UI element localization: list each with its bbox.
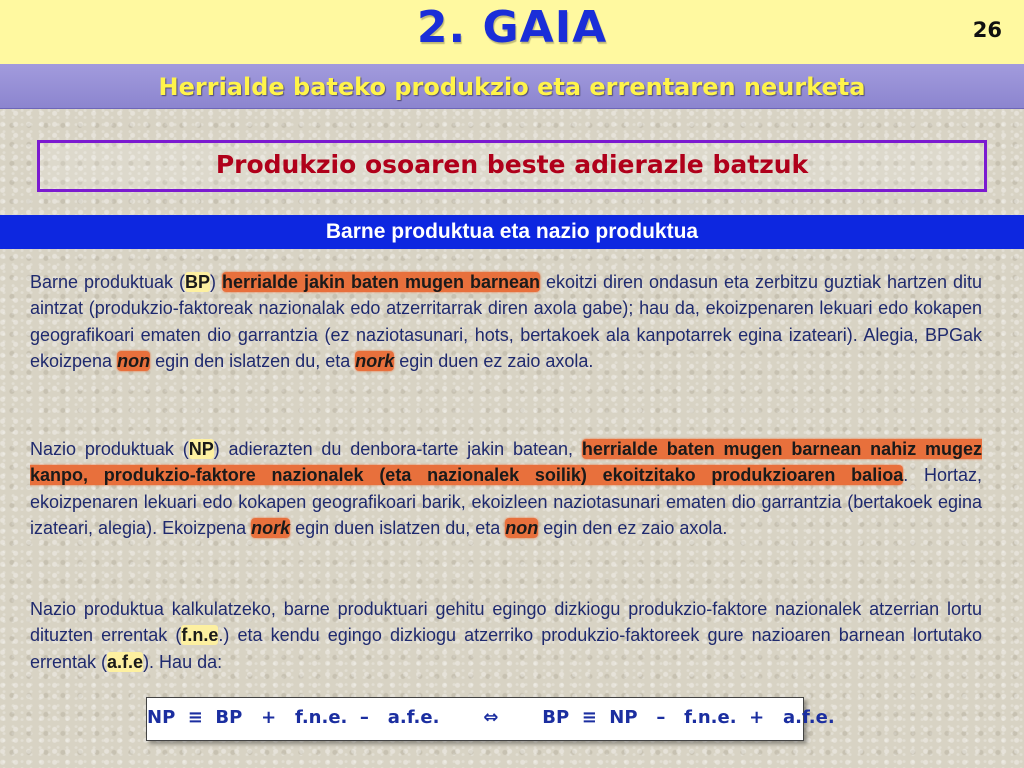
formula-box <box>146 697 835 741</box>
paragraph-nazio-produktua <box>30 436 982 541</box>
paragraph-barne-produktua <box>30 269 982 374</box>
subtitle: Herrialde bateko produkzio eta errentaren neurketa <box>158 73 866 101</box>
highlight-afe: a.f.e <box>107 651 144 672</box>
text: egin den ez zaio axola. <box>538 517 728 538</box>
text: ). Hau da: <box>143 651 223 672</box>
highlight-bp: BP <box>185 272 211 292</box>
highlight-mugen-barnean: herrialde jakin baten mugen barnean <box>222 272 540 292</box>
highlight-nork: nork <box>251 517 291 538</box>
section-title: Produkzio osoaren beste adierazle batzuk <box>215 150 809 179</box>
text: egin duen ez zaio axola. <box>394 350 594 371</box>
section-heading-box <box>37 140 987 192</box>
highlight-np-definition: herrialde baten mugen barnean nahiz mugez kanpo, produkzio-faktore nazionalek (eta nazionalek soilik) ekoitzitako produkzioaren balioa <box>30 439 983 486</box>
text: Nazio produktua kalkulatzeko, barne produktuari gehitu egingo dizkiogu produkzio-faktore nazionalek atzerrian lortu dituzten errentak ( <box>30 599 982 646</box>
text: .) eta kendu egingo dizkiogu atzerriko produkzio-faktoreek gure nazioaren barnean lortutako errentak ( <box>30 625 982 672</box>
text: Nazio produktuak ( <box>30 439 189 459</box>
text: ekoitzi diren ondasun eta zerbitzu guztiak hartzen ditu aintzat (produkzio-faktoreak nazionalak edo atzerritarrak diren axola gabe); hau da, ekoizpenaren lekuari edo kokapen geografikoari ematen dio garrantzia (ez naziotasunari, hots, bertakoek ala kanpotarrek egina izateari). Alegia, BPGak ekoizpena <box>30 272 982 371</box>
highlight-non: non <box>117 350 151 371</box>
highlight-non: non <box>505 517 539 538</box>
topic-title: Barne produktua eta nazio produktua <box>325 220 699 243</box>
text: . Hortaz, ekoizpenaren lekuari edo kokapen geografikoari barik, ekoizleen naziotasunari ematen dio garrantzia (bertakoek egina izateari, alegia). Ekoizpena <box>30 465 982 538</box>
slide-number: 26 <box>972 18 1002 42</box>
highlight-np: NP <box>188 439 214 459</box>
highlight-nork: nork <box>355 350 395 371</box>
subtitle-bar <box>0 64 1024 109</box>
formula-text: NP ≡ BP + f.n.e. – a.f.e. ⇔ BP ≡ NP – f.n.e. + a.f.e. <box>147 707 835 728</box>
paragraph-kalkulua <box>30 596 982 675</box>
text: ) <box>210 272 223 292</box>
text: egin duen islatzen du, eta <box>290 517 506 538</box>
highlight-fne: f.n.e <box>181 625 219 646</box>
text: Barne produktuak ( <box>30 272 186 292</box>
text: ) adierazten du denbora-tarte jakin batean, <box>213 439 582 459</box>
page-title: 2. GAIA <box>416 2 608 53</box>
topic-bar <box>0 215 1024 249</box>
text: egin den islatzen du, eta <box>150 350 356 371</box>
